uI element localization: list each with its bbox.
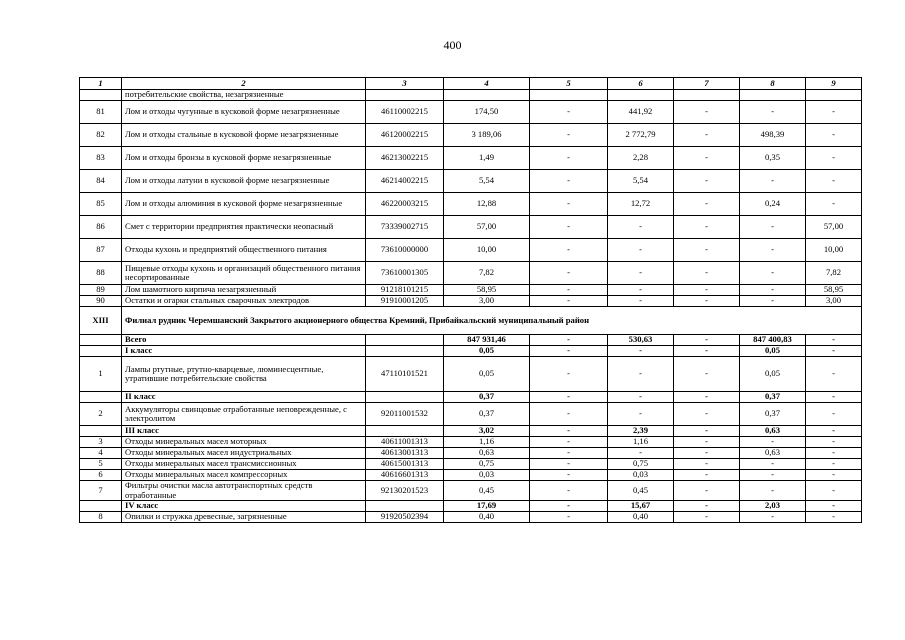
value-col-4: 12,88 <box>444 193 530 216</box>
table-row <box>80 216 862 239</box>
value-col-8: 0,35 <box>740 147 806 170</box>
value-col-4 <box>444 90 530 101</box>
value-col-8: 0,63 <box>740 448 806 459</box>
row-number: 88 <box>80 262 122 285</box>
value-col-4: 0,37 <box>444 403 530 426</box>
value-col-6: 12,72 <box>608 193 674 216</box>
value-col-6: 530,63 <box>608 335 674 346</box>
value-col-6: 2 772,79 <box>608 124 674 147</box>
row-number: 8 <box>80 512 122 523</box>
waste-code <box>366 346 444 357</box>
waste-code: 46213002215 <box>366 147 444 170</box>
value-col-9: 57,00 <box>806 216 862 239</box>
row-number: 89 <box>80 285 122 296</box>
value-col-4: 0,05 <box>444 346 530 357</box>
value-col-9: 58,95 <box>806 285 862 296</box>
value-col-4: 0,63 <box>444 448 530 459</box>
value-col-9: - <box>806 501 862 512</box>
value-col-4: 57,00 <box>444 216 530 239</box>
value-col-4: 5,54 <box>444 170 530 193</box>
row-number: 5 <box>80 459 122 470</box>
row-number: 6 <box>80 470 122 481</box>
waste-code <box>366 392 444 403</box>
table-row <box>80 357 862 392</box>
waste-name: Пищевые отходы кухонь и организаций общественного питания несортированные <box>122 262 366 285</box>
value-col-5: - <box>530 459 608 470</box>
table-row <box>80 335 862 346</box>
value-col-8: 0,63 <box>740 426 806 437</box>
waste-code: 46220003215 <box>366 193 444 216</box>
value-col-5: - <box>530 512 608 523</box>
value-col-7: - <box>674 459 740 470</box>
value-col-6: - <box>608 357 674 392</box>
value-col-6: - <box>608 448 674 459</box>
table-row <box>80 437 862 448</box>
row-number: 83 <box>80 147 122 170</box>
waste-code: 73339002715 <box>366 216 444 239</box>
waste-name: I класс <box>122 346 366 357</box>
table-row <box>80 285 862 296</box>
value-col-8: - <box>740 459 806 470</box>
value-col-7: - <box>674 481 740 501</box>
value-col-4: 1,49 <box>444 147 530 170</box>
value-col-4: 58,95 <box>444 285 530 296</box>
waste-code: 46214002215 <box>366 170 444 193</box>
row-number: 85 <box>80 193 122 216</box>
row-number: 82 <box>80 124 122 147</box>
column-header: 3 <box>366 78 444 90</box>
value-col-5: - <box>530 193 608 216</box>
value-col-6: 1,16 <box>608 437 674 448</box>
section-title: Филиал рудник Черемшанский Закрытого акционерного общества Кремний, Прибайкальский муниципальный район <box>122 307 862 335</box>
column-header: 2 <box>122 78 366 90</box>
value-col-8: 0,24 <box>740 193 806 216</box>
row-number <box>80 501 122 512</box>
table-row <box>80 296 862 307</box>
value-col-6: 0,03 <box>608 470 674 481</box>
value-col-4: 7,82 <box>444 262 530 285</box>
value-col-9: 3,00 <box>806 296 862 307</box>
waste-name: IV класс <box>122 501 366 512</box>
value-col-5: - <box>530 437 608 448</box>
table-row <box>80 512 862 523</box>
value-col-5: - <box>530 101 608 124</box>
value-col-4: 847 931,46 <box>444 335 530 346</box>
table-row <box>80 426 862 437</box>
value-col-7: - <box>674 239 740 262</box>
waste-code <box>366 501 444 512</box>
value-col-4: 0,40 <box>444 512 530 523</box>
value-col-7: - <box>674 170 740 193</box>
value-col-5: - <box>530 392 608 403</box>
waste-name: Лом и отходы латуни в кусковой форме незагрязненные <box>122 170 366 193</box>
value-col-6: 0,40 <box>608 512 674 523</box>
value-col-4: 0,37 <box>444 392 530 403</box>
row-number: 7 <box>80 481 122 501</box>
value-col-7: - <box>674 448 740 459</box>
value-col-9: - <box>806 448 862 459</box>
value-col-6: - <box>608 216 674 239</box>
row-number <box>80 335 122 346</box>
value-col-9: - <box>806 403 862 426</box>
row-number: 3 <box>80 437 122 448</box>
value-col-5: - <box>530 170 608 193</box>
waste-name: Аккумуляторы свинцовые отработанные неповрежденные, с электролитом <box>122 403 366 426</box>
waste-code <box>366 426 444 437</box>
value-col-7: - <box>674 335 740 346</box>
value-col-9: - <box>806 147 862 170</box>
value-col-6: - <box>608 285 674 296</box>
value-col-5: - <box>530 285 608 296</box>
value-col-6: 0,45 <box>608 481 674 501</box>
value-col-6: - <box>608 262 674 285</box>
waste-name: Лом и отходы алюминия в кусковой форме незагрязненные <box>122 193 366 216</box>
value-col-5: - <box>530 262 608 285</box>
value-col-5 <box>530 90 608 101</box>
waste-name: Фильтры очистки масла автотранспортных средств отработанные <box>122 481 366 501</box>
value-col-5: - <box>530 239 608 262</box>
value-col-9: - <box>806 101 862 124</box>
value-col-5: - <box>530 124 608 147</box>
row-number: 1 <box>80 357 122 392</box>
value-col-5: - <box>530 501 608 512</box>
value-col-9 <box>806 90 862 101</box>
table-row <box>80 459 862 470</box>
row-number <box>80 90 122 101</box>
value-col-6: 5,54 <box>608 170 674 193</box>
waste-code: 92011001532 <box>366 403 444 426</box>
waste-code: 46110002215 <box>366 101 444 124</box>
column-header: 6 <box>608 78 674 90</box>
page-number: 400 <box>443 38 462 52</box>
value-col-8: - <box>740 296 806 307</box>
value-col-4: 174,50 <box>444 101 530 124</box>
table-row <box>80 124 862 147</box>
value-col-7: - <box>674 437 740 448</box>
value-col-9: - <box>806 193 862 216</box>
value-col-6: 0,75 <box>608 459 674 470</box>
value-col-6: 2,39 <box>608 426 674 437</box>
waste-table <box>79 77 862 523</box>
value-col-8: 0,37 <box>740 392 806 403</box>
table-row <box>80 147 862 170</box>
value-col-9: - <box>806 437 862 448</box>
table-row <box>80 170 862 193</box>
value-col-5: - <box>530 346 608 357</box>
value-col-4: 1,16 <box>444 437 530 448</box>
value-col-9: - <box>806 470 862 481</box>
value-col-5: - <box>530 296 608 307</box>
section-number: XIII <box>80 307 122 335</box>
value-col-8: - <box>740 437 806 448</box>
value-col-8: - <box>740 239 806 262</box>
value-col-8: - <box>740 481 806 501</box>
waste-name: II класс <box>122 392 366 403</box>
column-header: 7 <box>674 78 740 90</box>
waste-name: Лом шамотного кирпича незагрязненный <box>122 285 366 296</box>
value-col-9: 7,82 <box>806 262 862 285</box>
value-col-7: - <box>674 512 740 523</box>
value-col-7: - <box>674 403 740 426</box>
value-col-4: 3 189,06 <box>444 124 530 147</box>
section-row <box>80 307 862 335</box>
waste-code: 91920502394 <box>366 512 444 523</box>
waste-code <box>366 335 444 346</box>
value-col-4: 0,75 <box>444 459 530 470</box>
value-col-8 <box>740 90 806 101</box>
value-col-9: 10,00 <box>806 239 862 262</box>
table-row <box>80 90 862 101</box>
waste-code: 40613001313 <box>366 448 444 459</box>
column-header: 9 <box>806 78 862 90</box>
waste-name: Отходы минеральных масел индустриальных <box>122 448 366 459</box>
value-col-8: 498,39 <box>740 124 806 147</box>
value-col-8: 0,37 <box>740 403 806 426</box>
value-col-4: 0,45 <box>444 481 530 501</box>
value-col-8: - <box>740 262 806 285</box>
waste-name: Лом и отходы стальные в кусковой форме незагрязненные <box>122 124 366 147</box>
value-col-7: - <box>674 426 740 437</box>
value-col-7: - <box>674 124 740 147</box>
value-col-8: 847 400,83 <box>740 335 806 346</box>
value-col-6: 441,92 <box>608 101 674 124</box>
value-col-4: 3,02 <box>444 426 530 437</box>
value-col-4: 3,00 <box>444 296 530 307</box>
table-row <box>80 392 862 403</box>
value-col-5: - <box>530 357 608 392</box>
value-col-7: - <box>674 470 740 481</box>
value-col-6: 2,28 <box>608 147 674 170</box>
table-row <box>80 239 862 262</box>
waste-code: 92130201523 <box>366 481 444 501</box>
value-col-6 <box>608 90 674 101</box>
waste-name: III класс <box>122 426 366 437</box>
row-number: 84 <box>80 170 122 193</box>
row-number: 90 <box>80 296 122 307</box>
waste-code: 73610001305 <box>366 262 444 285</box>
column-header: 1 <box>80 78 122 90</box>
waste-name: Отходы минеральных масел компрессорных <box>122 470 366 481</box>
value-col-7: - <box>674 296 740 307</box>
table-row <box>80 470 862 481</box>
row-number: 81 <box>80 101 122 124</box>
value-col-5: - <box>530 216 608 239</box>
row-number: 2 <box>80 403 122 426</box>
value-col-5: - <box>530 470 608 481</box>
waste-code <box>366 90 444 101</box>
waste-code: 46120002215 <box>366 124 444 147</box>
value-col-7: - <box>674 392 740 403</box>
waste-code: 40615001313 <box>366 459 444 470</box>
value-col-7: - <box>674 147 740 170</box>
value-col-5: - <box>530 481 608 501</box>
value-col-9: - <box>806 124 862 147</box>
value-col-8: 0,05 <box>740 357 806 392</box>
value-col-7: - <box>674 501 740 512</box>
table-row <box>80 403 862 426</box>
value-col-7 <box>674 90 740 101</box>
waste-code: 73610000000 <box>366 239 444 262</box>
table-row <box>80 101 862 124</box>
value-col-6: - <box>608 392 674 403</box>
value-col-5: - <box>530 147 608 170</box>
value-col-9: - <box>806 357 862 392</box>
waste-name: Отходы кухонь и предприятий общественного питания <box>122 239 366 262</box>
waste-name: Отходы минеральных масел моторных <box>122 437 366 448</box>
waste-name: Остатки и огарки стальных сварочных электродов <box>122 296 366 307</box>
value-col-6: - <box>608 346 674 357</box>
value-col-9: - <box>806 346 862 357</box>
value-col-6: - <box>608 239 674 262</box>
row-number <box>80 426 122 437</box>
value-col-8: - <box>740 170 806 193</box>
value-col-9: - <box>806 392 862 403</box>
value-col-7: - <box>674 346 740 357</box>
value-col-4: 0,05 <box>444 357 530 392</box>
value-col-8: - <box>740 101 806 124</box>
value-col-6: 15,67 <box>608 501 674 512</box>
value-col-7: - <box>674 357 740 392</box>
value-col-9: - <box>806 481 862 501</box>
value-col-9: - <box>806 426 862 437</box>
value-col-7: - <box>674 101 740 124</box>
row-number: 4 <box>80 448 122 459</box>
table-row <box>80 193 862 216</box>
value-col-7: - <box>674 216 740 239</box>
value-col-7: - <box>674 285 740 296</box>
table-row <box>80 481 862 501</box>
waste-code: 47110101521 <box>366 357 444 392</box>
value-col-8: 0,05 <box>740 346 806 357</box>
value-col-9: - <box>806 335 862 346</box>
value-col-4: 0,03 <box>444 470 530 481</box>
table-row <box>80 501 862 512</box>
waste-code: 40611001313 <box>366 437 444 448</box>
row-number <box>80 392 122 403</box>
waste-code: 40616601313 <box>366 470 444 481</box>
value-col-7: - <box>674 262 740 285</box>
value-col-8: - <box>740 285 806 296</box>
value-col-8: - <box>740 512 806 523</box>
header-row <box>80 78 862 90</box>
value-col-4: 17,69 <box>444 501 530 512</box>
row-number: 86 <box>80 216 122 239</box>
waste-name: Всего <box>122 335 366 346</box>
value-col-8: - <box>740 216 806 239</box>
value-col-7: - <box>674 193 740 216</box>
row-number: 87 <box>80 239 122 262</box>
value-col-4: 10,00 <box>444 239 530 262</box>
waste-name: Опилки и стружка древесные, загрязненные <box>122 512 366 523</box>
value-col-6: - <box>608 403 674 426</box>
waste-name: Отходы минеральных масел трансмиссионных <box>122 459 366 470</box>
waste-code: 91910001205 <box>366 296 444 307</box>
value-col-9: - <box>806 459 862 470</box>
value-col-6: - <box>608 296 674 307</box>
value-col-9: - <box>806 512 862 523</box>
column-header: 5 <box>530 78 608 90</box>
table-row <box>80 346 862 357</box>
waste-name: Лом и отходы бронзы в кусковой форме незагрязненные <box>122 147 366 170</box>
waste-code: 91218101215 <box>366 285 444 296</box>
column-header: 4 <box>444 78 530 90</box>
value-col-5: - <box>530 335 608 346</box>
table-row <box>80 262 862 285</box>
value-col-5: - <box>530 448 608 459</box>
waste-name: потребительские свойства, незагрязненные <box>122 90 366 101</box>
table-row <box>80 448 862 459</box>
waste-name: Лом и отходы чугунные в кусковой форме незагрязненные <box>122 101 366 124</box>
value-col-8: 2,03 <box>740 501 806 512</box>
waste-name: Лампы ртутные, ртутно-кварцевые, люминесцентные, утратившие потребительские свойства <box>122 357 366 392</box>
row-number <box>80 346 122 357</box>
value-col-9: - <box>806 170 862 193</box>
waste-name: Смет с территории предприятия практически неопасный <box>122 216 366 239</box>
value-col-5: - <box>530 426 608 437</box>
value-col-5: - <box>530 403 608 426</box>
column-header: 8 <box>740 78 806 90</box>
table-body <box>80 78 862 523</box>
value-col-8: - <box>740 470 806 481</box>
